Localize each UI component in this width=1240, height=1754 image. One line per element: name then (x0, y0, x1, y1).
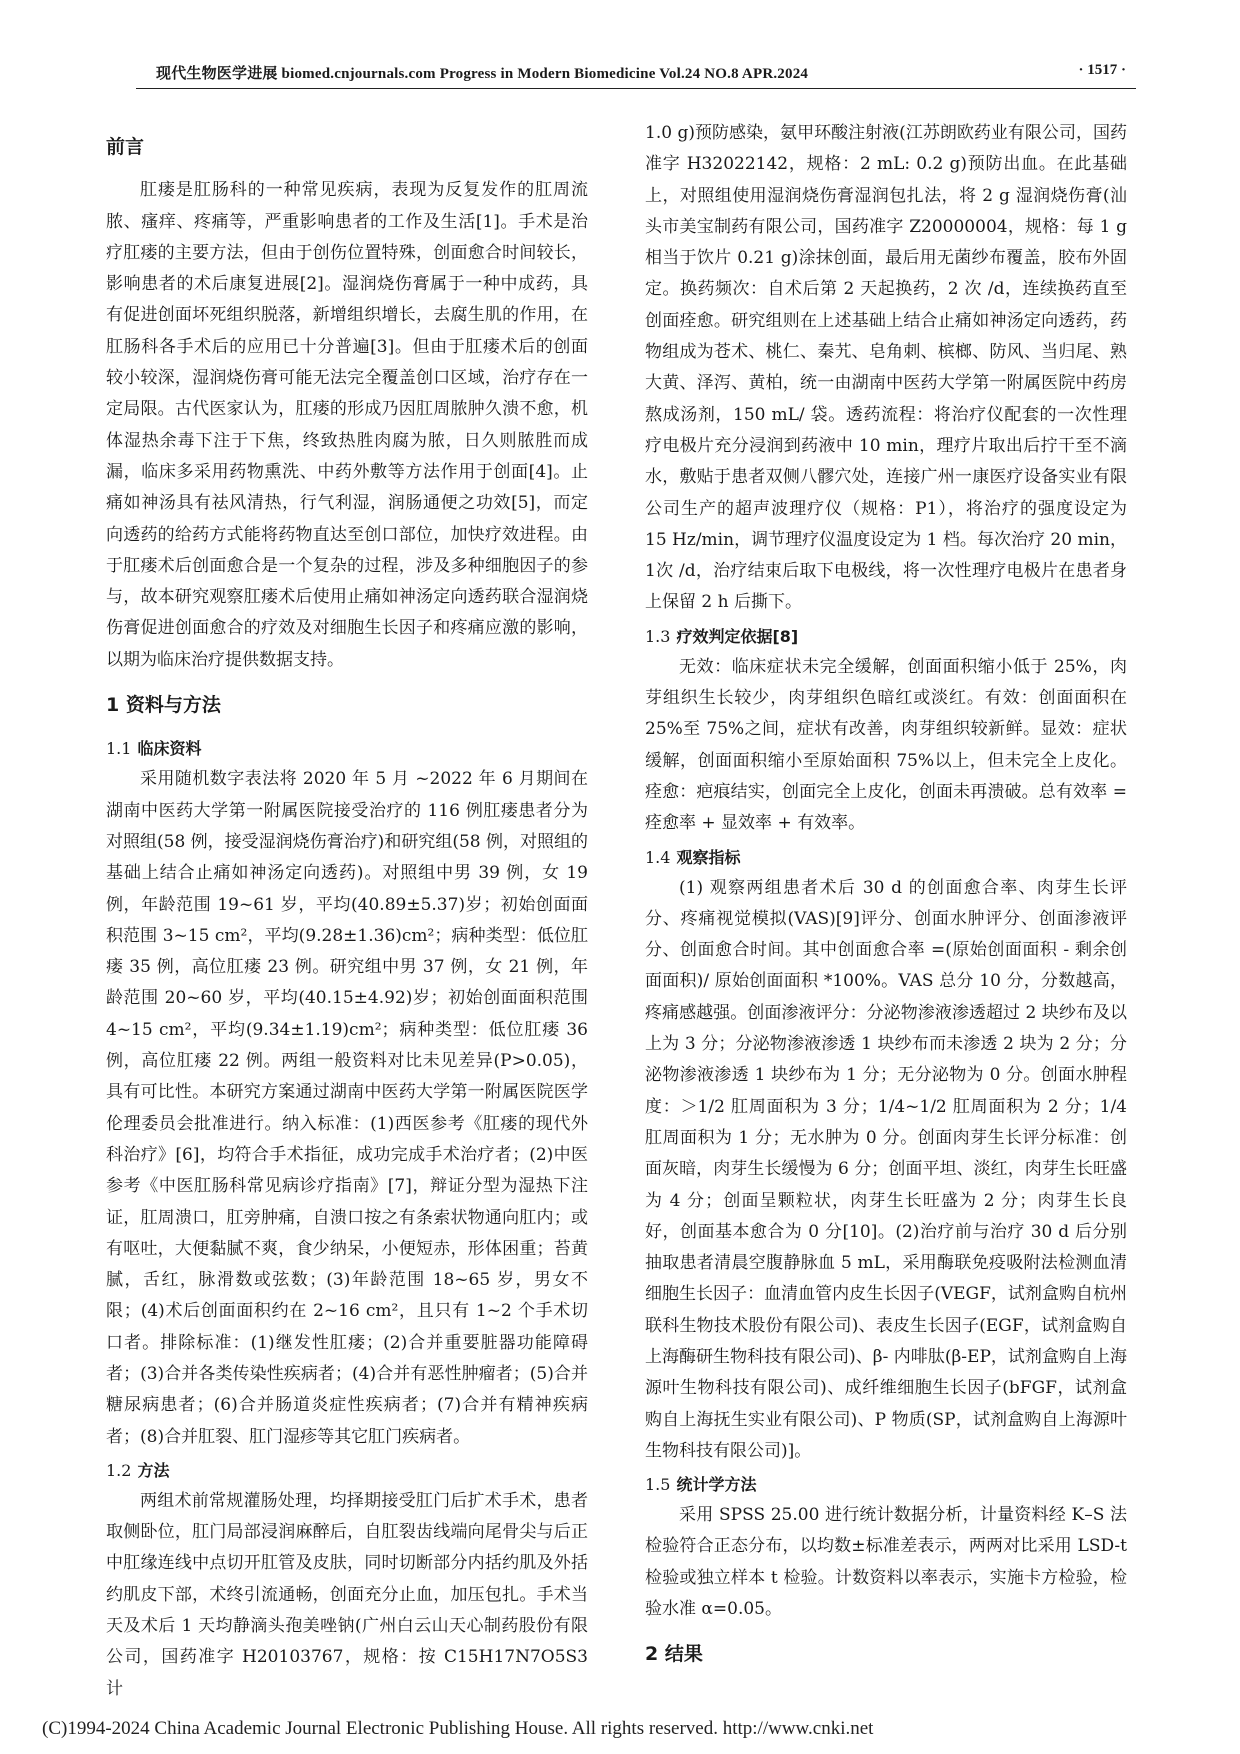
preface-paragraph: 肛瘘是肛肠科的一种常见疾病，表现为反复发作的肛周流脓、瘙痒、疼痛等，严重影响患者的工作及生活[1]。手术是治疗肛瘘的主要方法，但由于创伤位置特殊，创面愈合时间较长，影响患者的术后康复进展[2]。湿润烧伤膏属于一种中成药，具有促进创面坏死组织脱落，新增组织增长，去腐生肌的作用，在肛肠科各手术后的应用已十分普遍[3]。但由于肛瘘术后的创面较小较深，湿润烧伤膏可能无法完全覆盖创口区域，治疗存在一定局限。古代医家认为，肛瘘的形成乃因肛周脓肿久溃不愈，机体湿热余毒下注于下焦，终致热胜肉腐为脓，日久则脓胜而成漏，临床多采用药物熏洗、中药外敷等方法作用于创面[4]。止痛如神汤具有祛风清热，行气利湿，润肠通便之功效[5]，而定向透药的给药方式能将药物直达至创口部位，加快疗效进程。由于肛瘘术后创面愈合是一个复杂的过程，涉及多种细胞因子的参与，故本研究观察肛瘘术后使用止痛如神汤定向透药联合湿润烧伤膏促进创面愈合的疗效及对细胞生长因子和疼痛应激的影响，以期为临床治疗提供数据支持。 (106, 180, 588, 670)
subsection-number: 1.4 (645, 847, 671, 867)
subsection-1-2-heading (106, 1455, 588, 1486)
subsection-title: 观察指标 (676, 847, 741, 867)
left-column (106, 118, 588, 1705)
subsection-number: 1.5 (645, 1475, 671, 1495)
subsection-number: 1.1 (106, 739, 132, 759)
subsection-title: 统计学方法 (676, 1475, 757, 1495)
subsection-number: 1.2 (106, 1460, 132, 1480)
efficacy-criteria-paragraph: 无效：临床症状未完全缓解，创面面积缩小低于 25%，肉芽组织生长较少，肉芽组织色暗红或淡红。有效：创面面积在 25%至 75%之间，症状有改善，肉芽组织较新鲜。显效：症状缓解，创面面积缩小至原始面积 75%以上，但未完全上皮化。痊愈：疤痕结实，创面完全上皮化，创面未再溃破。总有效率 = 痊愈率 + 显效率 + 有效率。 (645, 656, 1127, 834)
copyright-footer: (C)1994-2024 China Academic Journal Electronic Publishing House. All rights reserved. http://www.cnki.net (42, 1718, 874, 1739)
statistics-paragraph: 采用 SPSS 25.00 进行统计数据分析，计量资料经 K–S 法检验符合正态分布，以均数±标准差表示，两两对比采用 LSD-t 检验或独立样本 t 检验。计数资料以率表示，实施卡方检验，检验水准 α=0.05。 (645, 1505, 1127, 1620)
running-header (136, 56, 1136, 84)
observation-indicators-paragraph: (1) 观察两组患者术后 30 d 的创面愈合率、肉芽生长评分、疼痛视觉模拟(VAS)[9]评分、创面水肿评分、创面渗液评分、创面愈合时间。其中创面愈合率 =(原始创面面积 - 剩余创面面积)/ 原始创面面积 *100%。VAS 总分 10 分，分数越高，疼痛感越强。创面渗液评分：分泌物渗液渗透超过 2 块纱布及以上为 3 分；分泌物渗液渗透 1 块纱布而未渗透 2 块为 2 分；分泌物渗液渗透 1 块纱布为 1 分；无分泌物为 0 分。创面水肿程度：＞1/2 肛周面积为 3 分；1/4~1/2 肛周面积为 2 分；1/4 肛周面积为 1 分；无水肿为 0 分。创面肉芽生长评分标准：创面灰暗，肉芽生长缓慢为 6 分；创面平坦、淡红，肉芽生长旺盛为 4 分；创面呈颗粒状，肉芽生长旺盛为 2 分；肉芽生长良好，创面基本愈合为 0 分[10]。(2)治疗前与治疗 30 d 后分别抽取患者清晨空腹静脉血 5 mL，采用酶联免疫吸附法检测血清细胞生长因子：血清血管内皮生长因子(VEGF，试剂盒购自杭州联科生物技术股份有限公司)、表皮生长因子(EGF，试剂盒购自上海酶研生物科技有限公司)、β- 内啡肽(β-EP，试剂盒购自上海源叶生物科技有限公司)、成纤维细胞生长因子(bFGF，试剂盒购自上海抚生实业有限公司)、P 物质(SP，试剂盒购自上海源叶生物科技有限公司)]。 (645, 877, 1127, 1461)
subsection-title: 疗效判定依据[8] (676, 626, 799, 646)
header-rule (136, 88, 1136, 89)
subsection-number: 1.3 (645, 626, 671, 646)
subsection-1-1-heading (106, 733, 588, 764)
preface-heading: 前言 (106, 136, 145, 158)
journal-title: 现代生物医学进展 biomed.cnjournals.com Progress in Modern Biomedicine Vol.24 NO.8 APR.2024 (156, 66, 809, 82)
methods-continued-paragraph: 1.0 g)预防感染，氨甲环酸注射液(江苏朗欧药业有限公司，国药准字 H32022142，规格：2 mL: 0.2 g)预防出血。在此基础上，对照组使用湿润烧伤膏湿润包扎法，将 2 g 湿润烧伤膏(汕头市美宝制药有限公司，国药准字 Z20000004，规格：每 1 g 相当于饮片 0.21 g)涂抹创面，最后用无菌纱布覆盖，胶布外固定。换药频次：自术后第 2 天起换药，2 次 /d，连续换药直至创面痊愈。研究组则在上述基础上结合止痛如神汤定向透药，药物组成为苍术、桃仁、秦艽、皂角刺、槟榔、防风、当归尾、熟大黄、泽泻、黄柏，统一由湖南中医药大学第一附属医院中药房熬成汤剂，150 mL/ 袋。透药流程：将治疗仪配套的一次性理疗电极片充分浸润到药液中 10 min，理疗片取出后拧干至不滴水，敷贴于患者双侧八髎穴处，连接广州一康医疗设备实业有限公司生产的超声波理疗仪（规格：P1），将治疗的强度设定为 15 Hz/min，调节理疗仪温度设定为 1 档。每次治疗 20 min，1次 /d，治疗结束后取下电极线，将一次性理疗电极片在患者身上保留 2 h 后撕下。 (645, 123, 1127, 613)
subsection-1-5-heading (645, 1469, 1127, 1500)
clinical-data-paragraph: 采用随机数字表法将 2020 年 5 月 ~2022 年 6 月期间在湖南中医药大学第一附属医院接受治疗的 116 例肛瘘患者分为对照组(58 例，接受湿润烧伤膏治疗)和研究组(58 例，对照组的基础上结合止痛如神汤定向透药)。对照组中男 39 例，女 19 例，年龄范围 19~61 岁，平均(40.89±5.37)岁；初始创面面积范围 3~15 cm²，平均(9.28±1.36)cm²；病种类型：低位肛瘘 35 例，高位肛瘘 23 例。研究组中男 37 例，女 21 例，年龄范围 20~60 岁，平均(40.15±4.92)岁；初始创面面积范围 4~15 cm²，平均(9.34±1.19)cm²；病种类型：低位肛瘘 36 例，高位肛瘘 22 例。两组一般资料对比未见差异(P>0.05)，具有可比性。本研究方案通过湖南中医药大学第一附属医院医学伦理委员会批准进行。纳入标准：(1)西医参考《肛瘘的现代外科治疗》[6]，均符合手术指征，成功完成手术治疗者；(2)中医参考《中医肛肠科常见病诊疗指南》[7]，辩证分型为湿热下注证，肛周溃口，肛旁肿痛，自溃口按之有条索状物通向肛内；或有呕吐，大便黏腻不爽，食少纳呆，小便短赤，形体困重；苔黄腻，舌红，脉滑数或弦数；(3)年龄范围 18~65 岁，男女不限；(4)术后创面面积约在 2~16 cm²，且只有 1~2 个手术切口者。排除标准：(1)继发性肛瘘；(2)合并重要脏器功能障碍者；(3)合并各类传染性疾病者；(4)合并有恶性肿瘤者；(5)合并糖尿病患者；(6)合并肠道炎症性疾病者；(7)合并有精神疾病者；(8)合并肛裂、肛门湿疹等其它肛门疾病者。 (106, 769, 588, 1447)
subsection-title: 方法 (137, 1460, 170, 1480)
methods-paragraph: 两组术前常规灌肠处理，均择期接受肛门后扩术手术，患者取侧卧位，肛门局部浸润麻醉后，自肛裂齿线端向尾骨尖与后正中肛缘连线中点切开肛管及皮肤，同时切断部分内括约肌及外括约肌皮下部，术终引流通畅，创面充分止血，加压包扎。手术当天及术后 1 天均静滴头孢美唑钠(广州白云山天心制药股份有限公司，国药准字 H20103767，规格：按 C15H17N7O5S3 计 (106, 1490, 588, 1699)
page-number: · 1517 · (1078, 62, 1126, 78)
right-column (645, 118, 1127, 1683)
subsection-1-3-heading (645, 621, 1127, 652)
section-2-heading: 2 结果 (645, 1643, 703, 1666)
section-1-heading: 1 资料与方法 (106, 694, 221, 717)
subsection-1-4-heading (645, 842, 1127, 873)
subsection-title: 临床资料 (137, 739, 202, 759)
